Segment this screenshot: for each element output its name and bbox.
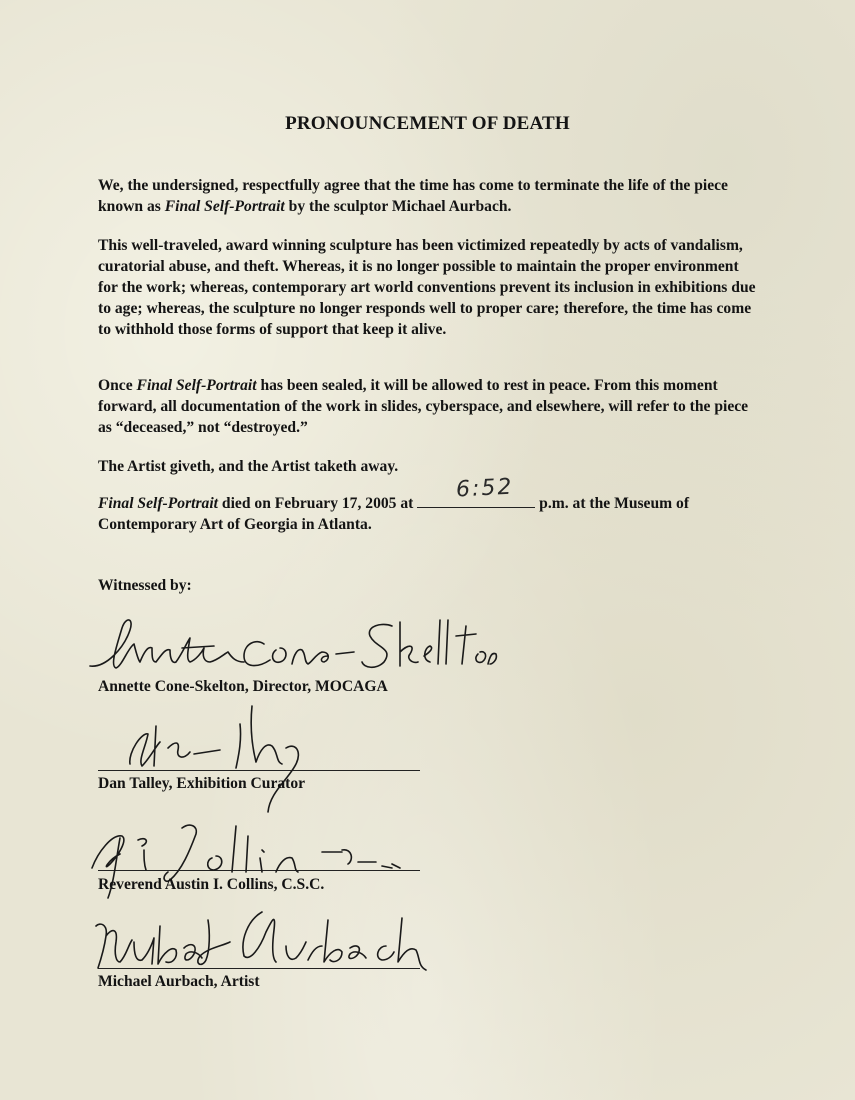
handwritten-time: 6:52 [455, 474, 515, 503]
signature-michael-aurbach [90, 902, 430, 982]
paragraph-undersigned [98, 175, 758, 217]
artwork-title: Final Self-Portrait [136, 377, 257, 394]
witnessed-label: Witnessed by: [98, 577, 192, 594]
signature-annette-cone-skelton [86, 608, 496, 678]
paragraph-text: Once [98, 377, 137, 394]
signer-name-3: Reverend Austin I. Collins, C.S.C. [98, 876, 325, 893]
paragraph-text: We, the undersigned, respectfully agree that the time has come to terminate the life of the piece known as [98, 177, 728, 215]
artwork-title: Final Self-Portrait [164, 198, 285, 215]
paragraph-giveth: The Artist giveth, and the Artist taketh away. [98, 458, 399, 475]
artwork-title: Final Self-Portrait [98, 495, 218, 512]
paragraph-text: by the sculptor Michael Aurbach. [284, 198, 512, 215]
signer-name-4: Michael Aurbach, Artist [98, 973, 260, 990]
document-title: PRONOUNCEMENT OF DEATH [285, 113, 570, 134]
paragraph-whereas: This well-traveled, award winning sculpture has been victimized repeatedly by acts of vandalism, curatorial abuse, and theft. Whereas, it is no longer possible to maintain the proper environment for the work; whereas, contemporary art world conventions prevent its inclusion in exhibitions due to age; whereas, the sculpture no longer responds well to proper care; therefore, the time has come to withhold those forms of support that keep it alive. [98, 237, 756, 338]
signer-name-1: Annette Cone-Skelton, Director, MOCAGA [98, 678, 388, 695]
paragraph-death-date [98, 493, 758, 535]
paragraph-text: has been sealed, it will be allowed to rest in peace. From this moment forward, all documentation of the work in slides, cyberspace, and elsewhere, will refer to the piece as “deceased,” not “destroyed.” [98, 377, 749, 436]
signature-dan-talley [120, 702, 440, 822]
paragraph-text: p.m. at the Museum of Contemporary Art of Georgia in Atlanta. [98, 495, 690, 533]
paragraph-text: died on February 17, 2005 at [218, 495, 418, 512]
signer-name-2: Dan Talley, Exhibition Curator [98, 775, 306, 792]
paragraph-rest-in-peace [98, 375, 758, 438]
